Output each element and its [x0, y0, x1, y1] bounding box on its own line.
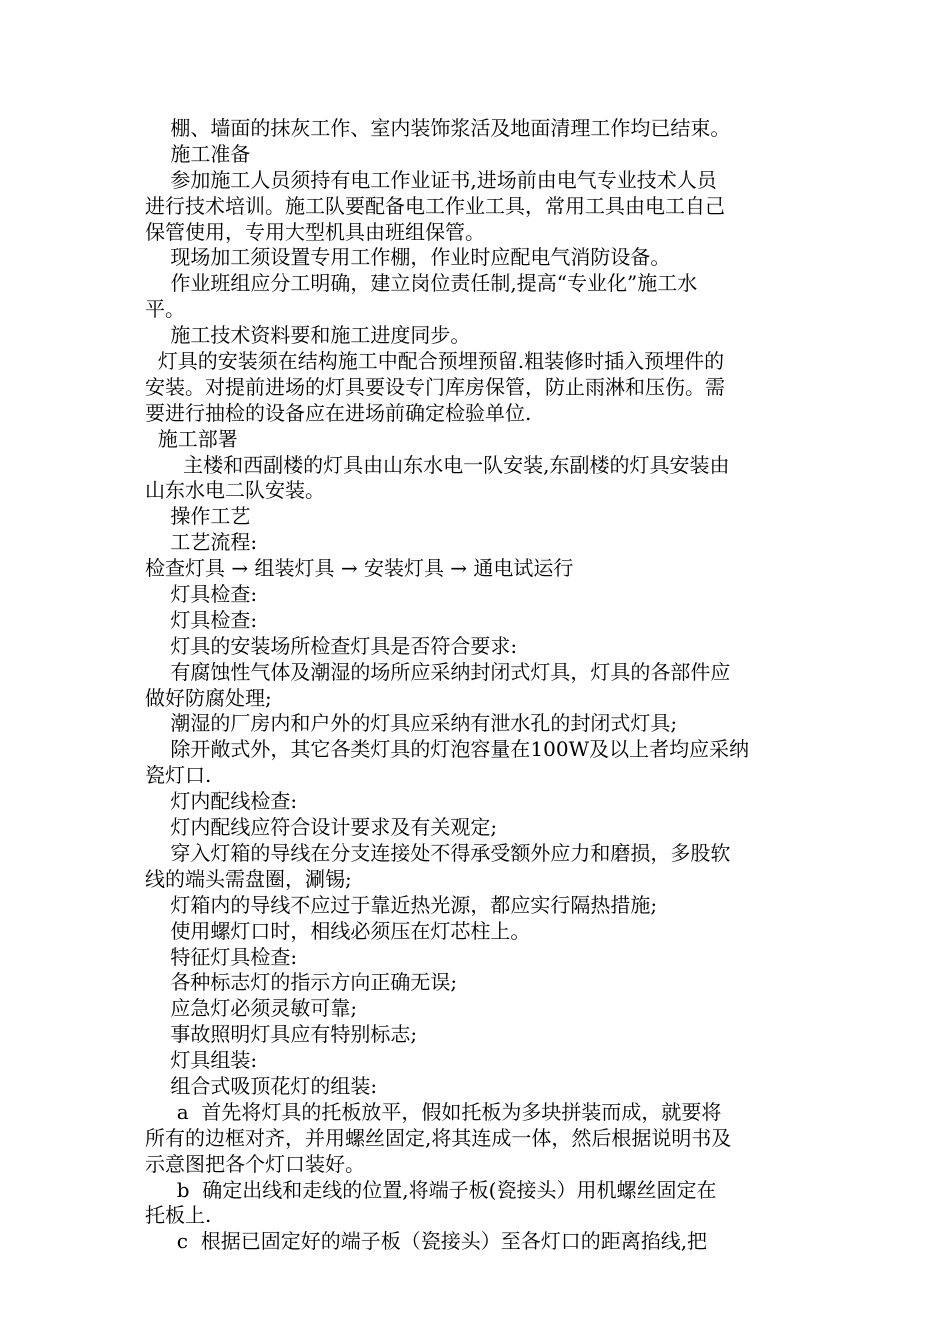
text-line: 保管使用，专用大型机具由班组保管。 — [145, 219, 485, 244]
text-line: 灯箱内的导线不应过于靠近热光源，都应实行隔热措施; — [145, 892, 658, 917]
text-line: 现场加工须设置专用工作棚，作业时应配电气消防设备。 — [145, 245, 671, 270]
text-line: 线的端头需盘圈，涮锡; — [145, 866, 352, 891]
text-line: 灯内配线应符合设计要求及有关观定; — [145, 815, 498, 840]
text-line: 灯具的安装场所检查灯具是否符合要求: — [145, 633, 518, 658]
text-line: 托板上. — [145, 1203, 212, 1228]
text-line: 潮湿的厂房内和户外的灯具应采纳有泄水孔的封闭式灯具; — [145, 711, 678, 736]
text-line: 穿入灯箱的导线在分支连接处不得承受额外应力和磨损，多股软 — [145, 840, 731, 865]
text-line: 安装。对提前进场的灯具要设专门库房保管，防止雨淋和压伤。需 — [145, 374, 725, 399]
section-heading: 组合式吸顶花灯的组装: — [145, 1073, 378, 1098]
text-line: 平。 — [145, 297, 185, 322]
text-line: 做好防腐处理; — [145, 685, 272, 710]
section-heading: 工艺流程: — [145, 530, 258, 555]
section-heading: 灯具组装: — [145, 1048, 258, 1073]
text-line: 棚、墙面的抹灰工作、室内装饰浆活及地面清理工作均已结束。 — [145, 116, 731, 140]
section-heading: 施工准备 — [145, 141, 251, 166]
text-line: 应急灯必须灵敏可靠; — [145, 996, 358, 1021]
section-heading: 操作工艺 — [145, 504, 251, 529]
text-line: 示意图把各个灯口装好。 — [145, 1151, 365, 1176]
text-line: 除开敞式外，其它各类灯具的灯泡容量在100W及以上者均应采纳 — [145, 737, 750, 762]
text-line: 要进行抽检的设备应在进场前确定检验单位. — [145, 400, 532, 425]
process-flow: 检查灯具 → 组装灯具 → 安装灯具 → 通电试运行 — [145, 556, 574, 581]
text-line: 主楼和西副楼的灯具由山东水电一队安装,东副楼的灯具安装由 — [145, 452, 730, 477]
document-body — [145, 116, 811, 1255]
list-item-c: c 根据已固定好的端子板（瓷接头）至各灯口的距离掐线,把 — [145, 1229, 708, 1254]
text-line: 山东水电二队安装。 — [145, 478, 325, 503]
text-line: 事故照明灯具应有特别标志; — [145, 1022, 418, 1047]
section-heading: 灯内配线检查: — [145, 789, 298, 814]
section-heading: 施工部署 — [145, 426, 238, 451]
text-line: 作业班组应分工明确，建立岗位责任制,提高“专业化”施工水 — [145, 271, 698, 296]
text-line: 有腐蚀性气体及潮湿的场所应采纳封闭式灯具，灯具的各部件应 — [145, 659, 731, 684]
text-line: 瓷灯口. — [145, 763, 212, 788]
text-line: 使用螺灯口时，相线必须压在灯芯柱上。 — [145, 918, 531, 943]
text-line: 所有的边框对齐，并用螺丝固定,将其连成一体，然后根据说明书及 — [145, 1125, 732, 1150]
list-item-b: b 确定出线和走线的位置,将端子板(瓷接头）用机螺丝固定在 — [145, 1177, 717, 1202]
text-line: 各种标志灯的指示方向正确无误; — [145, 970, 458, 995]
list-item-a: a 首先将灯具的托板放平，假如托板为多块拼装而成，就要将 — [145, 1099, 722, 1124]
section-heading: 灯具检查: — [145, 582, 258, 607]
text-line: 灯具的安装须在结构施工中配合预埋预留.粗装修时插入预埋件的 — [145, 349, 725, 374]
text-line: 施工技术资料要和施工进度同步。 — [145, 323, 471, 348]
text-line: 进行技术培训。施工队要配备电工作业工具，常用工具由电工自己 — [145, 193, 725, 218]
section-heading: 特征灯具检查: — [145, 944, 298, 969]
section-heading: 灯具检查: — [145, 607, 258, 632]
text-line: 参加施工人员须持有电工作业证书,进场前由电气专业技术人员 — [145, 167, 717, 192]
